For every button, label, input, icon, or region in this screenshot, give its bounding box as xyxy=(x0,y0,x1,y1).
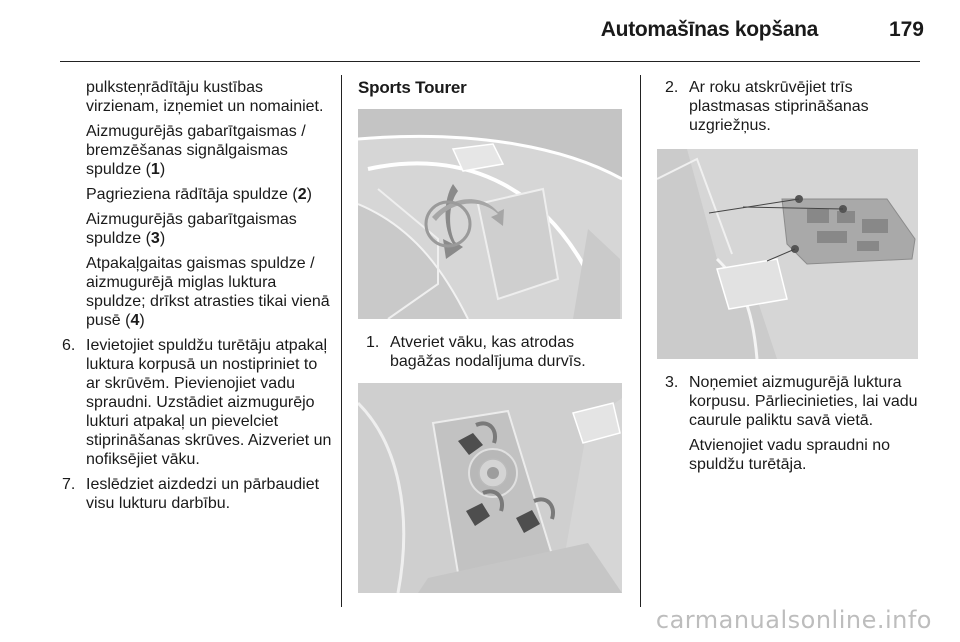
step-number: 2. xyxy=(665,79,679,96)
step-number: 7. xyxy=(62,476,76,493)
bulb-ref-1: 1 xyxy=(150,161,160,178)
section-heading: Sports Tourer xyxy=(358,78,467,97)
paragraph-continuation: pulksteņrādītāju kustības virzienam, izņemiet un nomainiet. xyxy=(86,79,324,115)
lamp-housing-nuts-illustration xyxy=(657,149,918,359)
step-2 xyxy=(657,78,920,135)
step-text: Ievietojiet spuldžu turētāju atpakaļ luktura korpusā un nostipriniet to ar skrūvēm. Pievienojiet vadu spraudni. Uzstādiet aizmugurējo lukturi atpakaļ un pievelciet stiprināšanas skrūves. Aizveriet un nofiksējiet vāku. xyxy=(86,337,332,468)
step-6 xyxy=(62,336,334,469)
step-1 xyxy=(358,333,622,371)
bulb-ref-3: 3 xyxy=(150,230,160,247)
page-title: Automašīnas kopšana xyxy=(600,18,818,41)
step-number: 1. xyxy=(366,334,380,351)
right-column xyxy=(657,78,920,480)
step-text: Ar roku atskrūvējiet trīs plastmasas stiprināšanas uzgriežņus. xyxy=(689,79,869,134)
left-column xyxy=(62,78,334,519)
paragraph-bulb-1: Aizmugurējās gabarītgaismas / bremzēšanas signālgaismas spuldze (1) xyxy=(86,123,306,178)
bulb-ref-2: 2 xyxy=(297,186,307,203)
step-text: Noņemiet aizmugurējā luktura korpusu. Pārliecinieties, lai vadu caurule paliktu savā vietā. xyxy=(689,374,918,429)
column-divider-left xyxy=(341,75,342,607)
middle-column xyxy=(358,78,622,593)
step-number: 6. xyxy=(62,337,76,354)
step-text: Atveriet vāku, kas atrodas bagāžas nodalījuma durvīs. xyxy=(390,334,586,370)
step-number: 3. xyxy=(665,374,679,391)
step-3 xyxy=(657,373,920,430)
header-divider xyxy=(60,61,920,62)
step-7 xyxy=(62,475,334,513)
column-divider-right xyxy=(640,75,641,607)
paragraph-bulb-4: Atpakaļgaitas gaismas spuldze / aizmugurējā miglas luktura spuldze; drīkst atrasties tikai vienā pusē (4) xyxy=(86,255,330,329)
nut-removal-illustration xyxy=(358,383,622,593)
page-number: 179 xyxy=(888,18,924,41)
step-text: Ieslēdziet aizdedzi un pārbaudiet visu lukturu darbību. xyxy=(86,476,320,512)
watermark-text: carmanualsonline.info xyxy=(655,606,932,634)
tailgate-cover-illustration xyxy=(358,109,622,319)
paragraph-bulb-3: Aizmugurējās gabarītgaismas spuldze (3) xyxy=(86,211,297,247)
note-paragraph: Atvienojiet vadu spraudni no spuldžu turētāja. xyxy=(689,437,891,473)
bulb-ref-4: 4 xyxy=(130,312,140,329)
paragraph-bulb-2: Pagrieziena rādītāja spuldze (2) xyxy=(86,186,312,203)
